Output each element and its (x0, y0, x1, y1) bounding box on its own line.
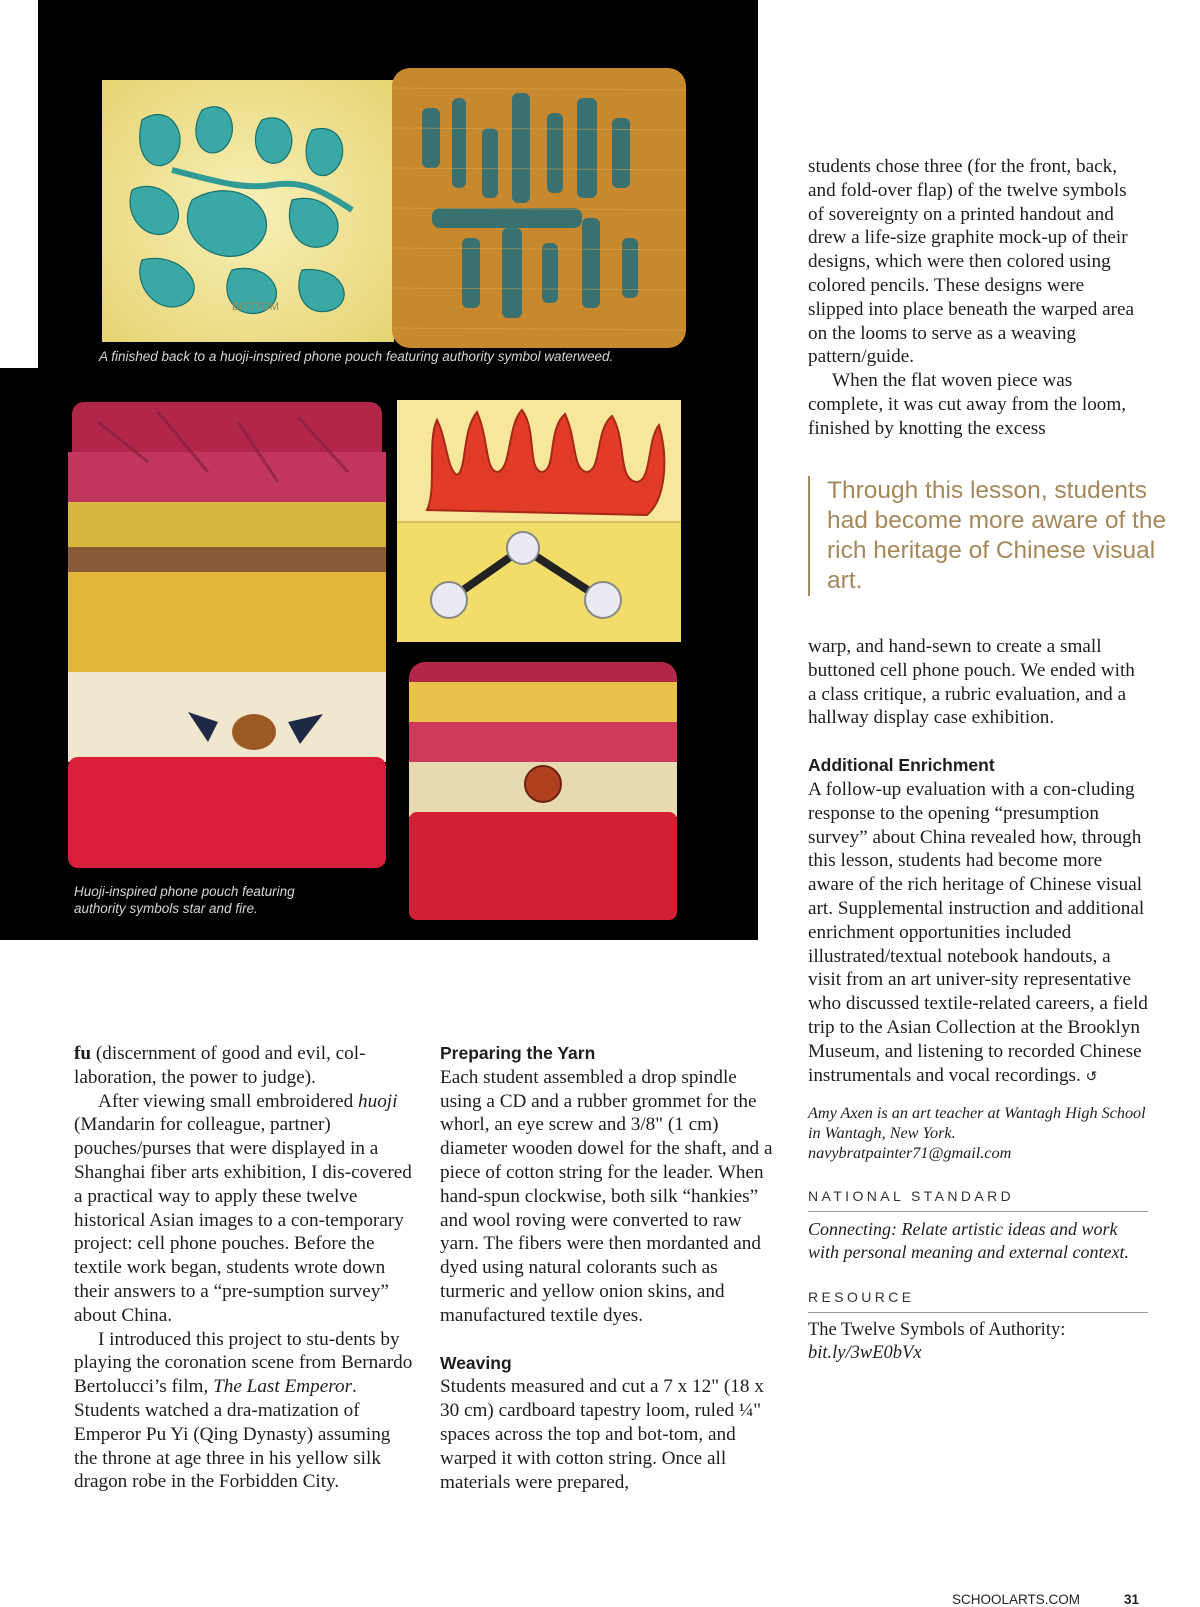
waterweed-drawing-photo (102, 80, 394, 342)
col3-paragraph-4: A follow-up evaluation with a con-cluding response to the opening “presumption survey” about China revealed how, through this lesson, students had become more aware of the rich heritage of Chinese visual art. Supplemental instruction and additional enrichment opportunities included illustrated/textual notebook handouts, a visit from an art univer-sity representative who discussed textile-related careers, a field trip to the Asian Collection at the Brooklyn Museum, and listening to recorded Chinese instrumentals and vocal recordings. (808, 778, 1148, 1086)
resource-heading: RESOURCE (808, 1286, 1148, 1313)
col1-paragraph-3a: I introduced this project to stu-dents by playing the coronation scene from Bernardo Bertolucci’s film, (74, 1328, 413, 1398)
photo-spread-background-left-strip (0, 368, 38, 940)
col3-paragraph-3: warp, and hand-sewn to create a small buttoned cell phone pouch. We ended with a class critique, a rubric evaluation, and a hallway display case exhibition. (808, 636, 1135, 729)
col3-paragraph-2: When the flat woven piece was complete, it was cut away from the loom, finished by knotting the excess (808, 370, 1127, 439)
footer-site[interactable]: SCHOOLARTS.COM (952, 1592, 1081, 1607)
national-standard-heading: NATIONAL STANDARD (808, 1185, 1148, 1212)
col2-paragraph-2: Students measured and cut a 7 x 12" (18 x 30 cm) cardboard tapestry loom, ruled ¼" spaces across the top and bot-tom, and warped it with cotton string. Once all materials were prepared, (440, 1376, 764, 1493)
page-number: 31 (1124, 1592, 1140, 1607)
col2-paragraph-1: Each student assembled a drop spindle using a CD and a rubber grommet for the whorl, an eye screw and 3/8" (1 cm) diameter wooden dowel for the shaft, and a piece of cotton string for the leader. When hand-spun clockwise, both silk “hankies” and wool roving were converted to raw yarn. The fibers were then mordanted and dyed using natural colorants such as turmeric and yellow onion skins, and manufactured textile dyes. (440, 1066, 773, 1326)
col1-paragraph-1: (discernment of good and evil, col-laboration, the power to judge). (74, 1043, 366, 1088)
col3-paragraph-1: students chose three (for the front, back, and fold-over flap) of the twelve symbols of sovereignty on a printed handout and drew a life-size graphite mock-up of their designs, which were then colored using colored pencils. These designs were slipped into place beneath the warped area on the looms to serve as a weaving pattern/guide. (808, 156, 1135, 368)
national-standard-text: Connecting: Relate artistic ideas and work with personal meaning and external context. (808, 1219, 1129, 1263)
heading-preparing-yarn: Preparing the Yarn (440, 1043, 596, 1063)
star-fire-pouch-photo (68, 402, 386, 868)
author-bio: Amy Axen is an art teacher at Wantagh High School in Wantagh, New York. navybratpainter71@gmail.com (808, 1104, 1146, 1163)
resource-title: The Twelve Symbols of Authority: (808, 1319, 1066, 1340)
column-2 (440, 1042, 776, 1494)
drawing-signature: BOTTOM (232, 301, 279, 313)
fire-star-drawing-photo (397, 400, 681, 642)
end-mark-icon: ↺ (1085, 1069, 1098, 1085)
heading-weaving: Weaving (440, 1352, 512, 1373)
col1-lead-word: fu (74, 1043, 92, 1064)
caption-bottom: Huoji-inspired phone pouch featuring authority symbols star and fire. (74, 884, 295, 916)
resource-link[interactable]: bit.ly/3wE0bVx (808, 1342, 922, 1363)
small-pouch-photo (409, 662, 677, 920)
caption-top: A finished back to a huoji-inspired phone pouch featuring authority symbol waterweed. (99, 349, 614, 364)
col1-paragraph-2a: After viewing small embroidered (98, 1090, 359, 1112)
column-1 (74, 1042, 414, 1494)
column-3-bottom (808, 635, 1148, 1365)
col1-paragraph-2-italic: huoji (358, 1090, 398, 1112)
pull-quote: Through this lesson, students had become more aware of the rich heritage of Chinese visual art. (808, 476, 1167, 596)
woven-back-photo (392, 68, 686, 348)
col1-film-title: The Last Emperor (213, 1376, 353, 1398)
col1-paragraph-2b: (Mandarin for colleague, partner) pouches/purses that were displayed in a Shanghai fiber arts exhibition, I dis-covered a practical way to apply these twelve historical Asian images to a con-temporary project: cell phone pouches. Before the textile work began, students wrote down their answers to a “pre-sumption survey” about China. (74, 1114, 412, 1326)
heading-additional-enrichment: Additional Enrichment (808, 755, 995, 776)
col1-paragraph-3b: . Students watched a dra-matization of Emperor Pu Yi (Qing Dynasty) assuming the throne at age three in his yellow silk dragon robe in the Forbidden City. (74, 1376, 391, 1493)
column-3-top (808, 155, 1143, 441)
